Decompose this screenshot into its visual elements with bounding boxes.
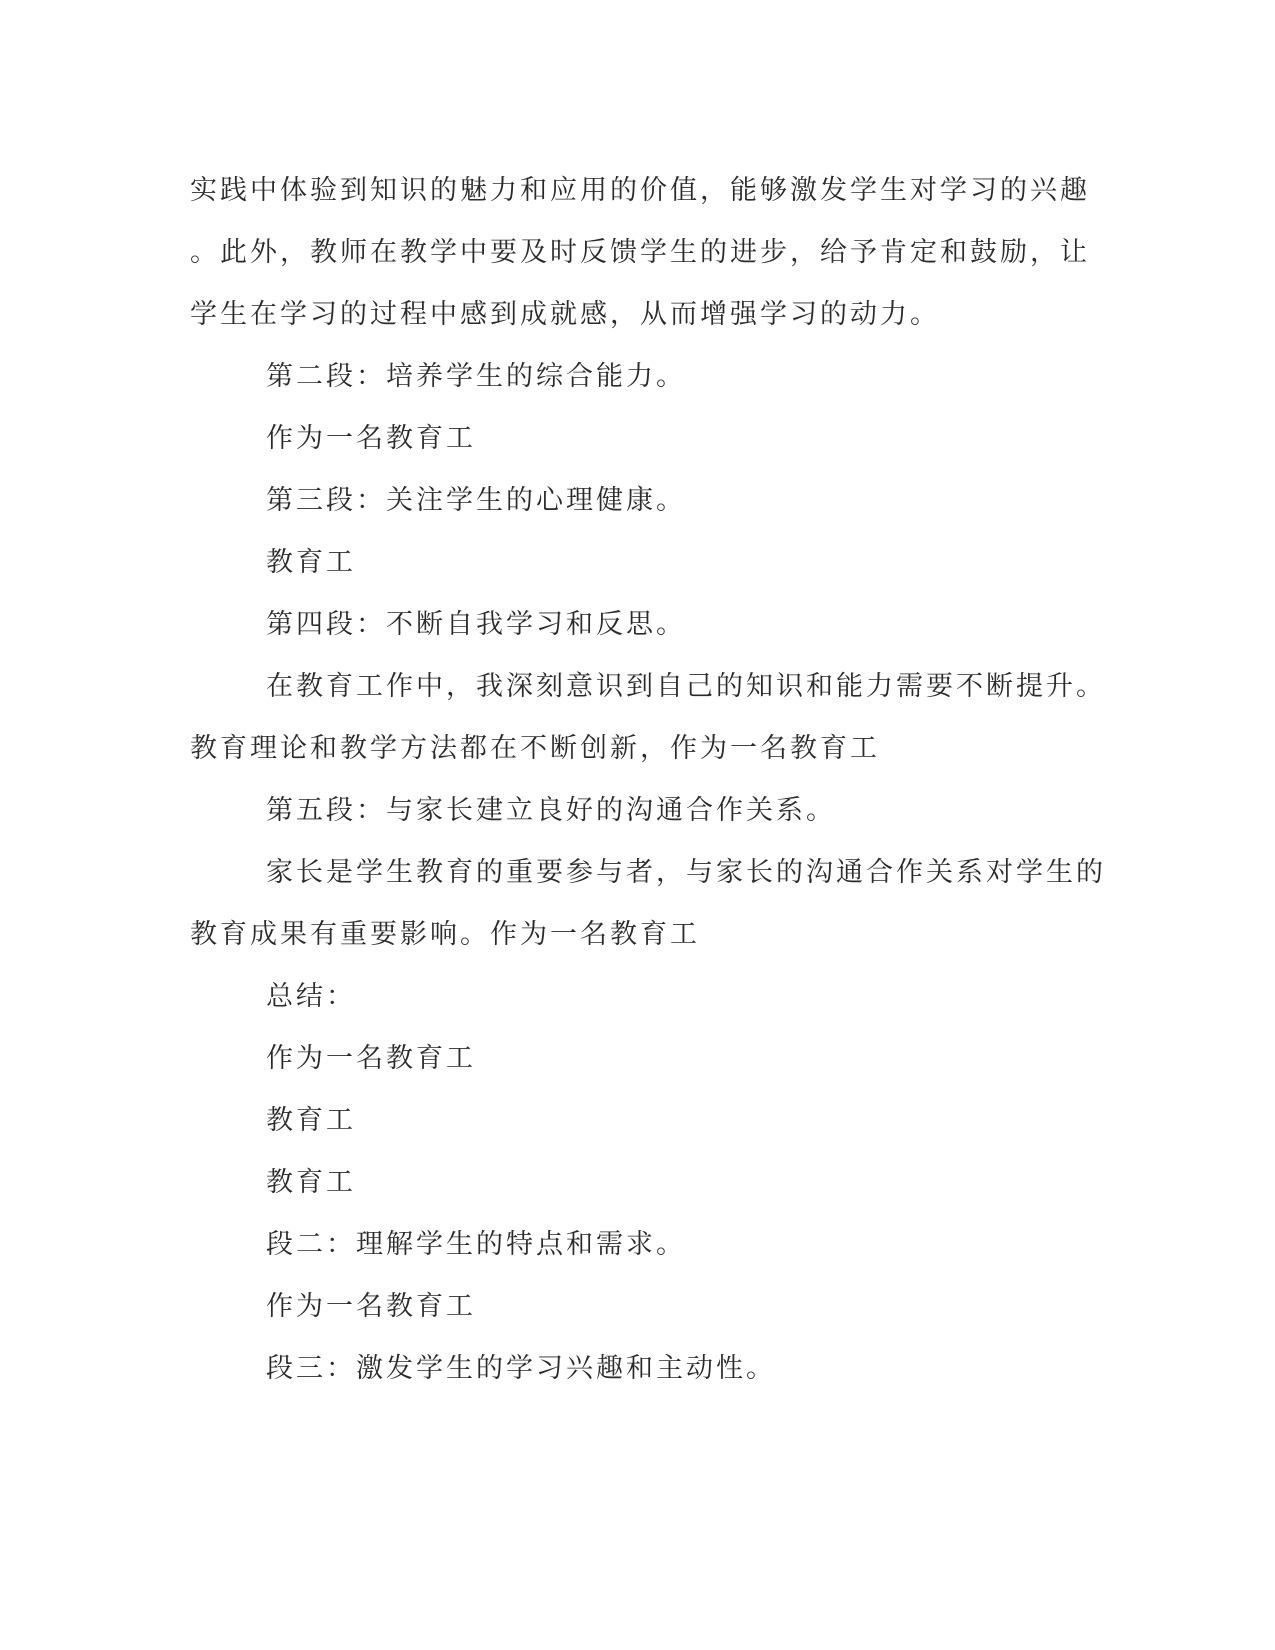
text-line: 教育工 xyxy=(266,547,356,578)
text-line: 作为一名教育工 xyxy=(266,1043,476,1074)
text-line: 在教育工作中，我深刻意识到自己的知识和能力需要不断提升。 xyxy=(266,671,1106,702)
section-heading: 第五段：与家长建立良好的沟通合作关系。 xyxy=(266,795,836,826)
text-line: 教育理论和教学方法都在不断创新，作为一名教育工 xyxy=(190,733,880,764)
text-line: 作为一名教育工 xyxy=(266,1291,476,1322)
text-line: 家长是学生教育的重要参与者，与家长的沟通合作关系对学生的 xyxy=(266,857,1106,888)
document-body xyxy=(190,160,1106,1400)
section-heading: 第三段：关注学生的心理健康。 xyxy=(266,485,686,516)
section-heading: 总结： xyxy=(266,981,356,1012)
section-heading: 段二：理解学生的特点和需求。 xyxy=(266,1229,686,1260)
section-heading: 第二段：培养学生的综合能力。 xyxy=(266,361,686,392)
text-line: 教育成果有重要影响。作为一名教育工 xyxy=(190,919,700,950)
section-heading: 段三：激发学生的学习兴趣和主动性。 xyxy=(266,1353,776,1384)
text-line: 教育工 xyxy=(266,1167,356,1198)
text-line: 作为一名教育工 xyxy=(266,423,476,454)
text-line: 学生在学习的过程中感到成就感，从而增强学习的动力。 xyxy=(190,299,940,330)
section-heading: 第四段：不断自我学习和反思。 xyxy=(266,609,686,640)
text-line: 教育工 xyxy=(266,1105,356,1136)
text-line: 实践中体验到知识的魅力和应用的价值，能够激发学生对学习的兴趣 xyxy=(190,175,1090,206)
text-line: 。此外，教师在教学中要及时反馈学生的进步，给予肯定和鼓励，让 xyxy=(190,237,1090,268)
